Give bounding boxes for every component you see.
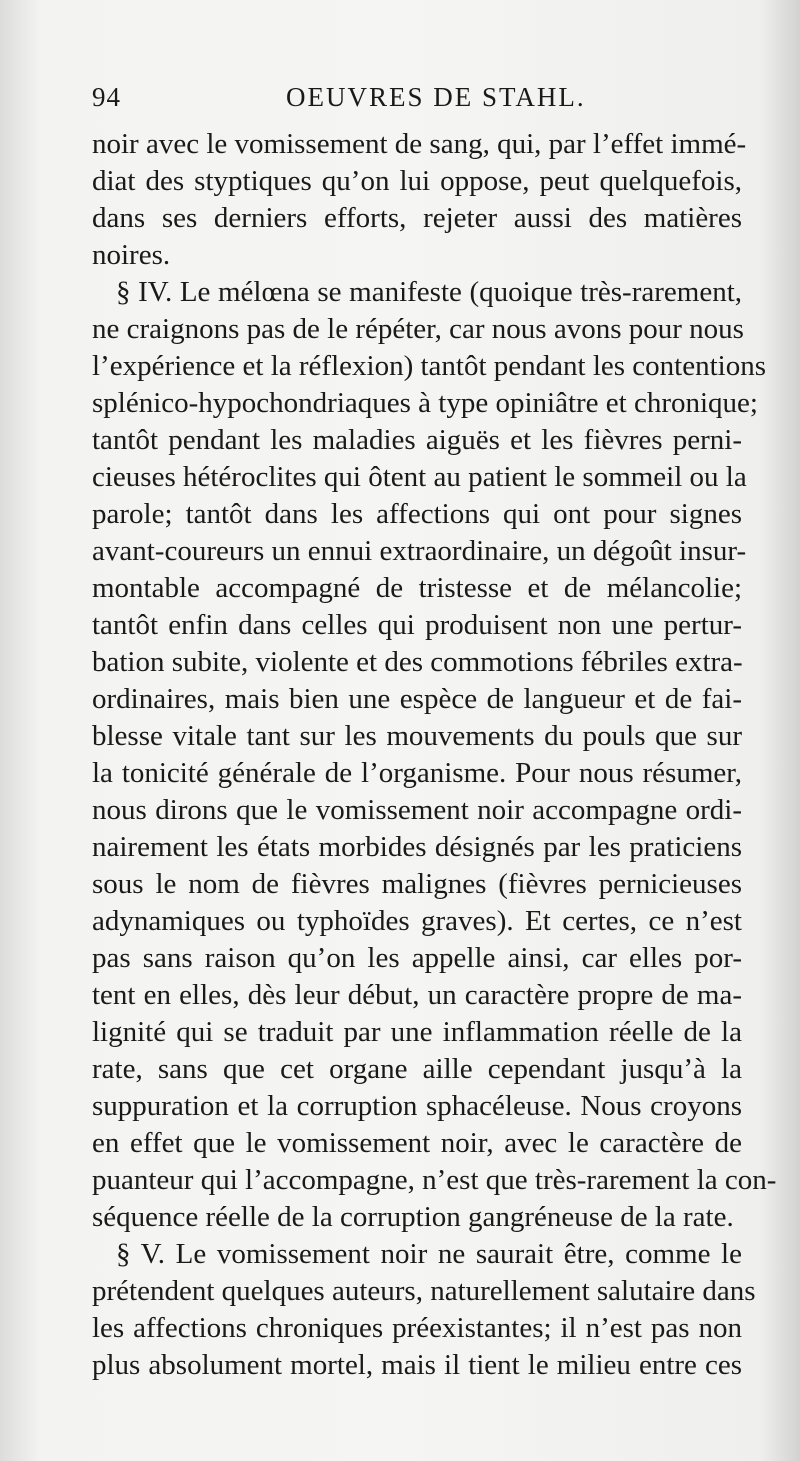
text-line: montable accompagné de tristesse et de mélancolie; xyxy=(92,572,742,604)
text-line: blesse vitale tant sur les mouvements du pouls que sur xyxy=(92,720,742,752)
text-line: nairement les états morbides désignés par les praticiens xyxy=(92,831,742,863)
text-line: l’expérience et la réflexion) tantôt pendant les contentions xyxy=(92,350,766,382)
text-line: lignité qui se traduit par une inflammation réelle de la xyxy=(92,1016,742,1048)
text-line: plus absolument mortel, mais il tient le milieu entre ces xyxy=(92,1349,742,1381)
body-text xyxy=(92,126,777,1384)
section-v-start: § V. Le vomissement noir ne saurait être, comme le xyxy=(116,1238,742,1270)
text-line: tantôt pendant les maladies aiguës et les fièvres perni- xyxy=(92,424,742,456)
text-line: parole; tantôt dans les affections qui ont pour signes xyxy=(92,498,742,530)
text-line: pas sans raison qu’on les appelle ainsi, car elles por- xyxy=(92,942,742,974)
text-line: nous dirons que le vomissement noir accompagne ordi- xyxy=(92,794,742,826)
text-line: rate, sans que cet organe aille cependant jusqu’à la xyxy=(92,1053,742,1085)
running-title: OEUVRES DE STAHL. xyxy=(286,82,586,112)
text-line: tantôt enfin dans celles qui produisent non une pertur- xyxy=(92,609,742,641)
page-number: 94 xyxy=(92,82,121,112)
text-line: adynamiques ou typhoïdes graves). Et certes, ce n’est xyxy=(92,905,742,937)
text-line: bation subite, violente et des commotions fébriles extra- xyxy=(92,646,743,678)
text-line: tent en elles, dès leur début, un caractère propre de ma- xyxy=(92,979,742,1011)
page-header xyxy=(92,82,742,122)
text-line: splénico-hypochondriaques à type opiniâtre et chronique; xyxy=(92,387,758,419)
text-line: suppuration et la corruption sphacéleuse. Nous croyons xyxy=(92,1090,742,1122)
text-line: avant-coureurs un ennui extraordinaire, un dégoût insur- xyxy=(92,535,747,567)
text-line: prétendent quelques auteurs, naturellement salutaire dans xyxy=(92,1275,756,1307)
text-line: noir avec le vomissement de sang, qui, par l’effet immé- xyxy=(92,128,747,160)
text-line: puanteur qui l’accompagne, n’est que très-rarement la con- xyxy=(92,1164,777,1196)
text-line: la tonicité générale de l’organisme. Pour nous résumer, xyxy=(92,757,742,789)
text-line: sous le nom de fièvres malignes (fièvres pernicieuses xyxy=(92,868,742,900)
text-line: ordinaires, mais bien une espèce de langueur et de fai- xyxy=(92,683,742,715)
text-line: ne craignons pas de le répéter, car nous avons pour nous xyxy=(92,313,744,345)
text-line: les affections chroniques préexistantes; il n’est pas non xyxy=(92,1312,742,1344)
text-line: dans ses derniers efforts, rejeter aussi des matières xyxy=(92,202,742,234)
text-line: cieuses hétéroclites qui ôtent au patient le sommeil ou la xyxy=(92,461,747,493)
text-line: en effet que le vomissement noir, avec le caractère de xyxy=(92,1127,742,1159)
text-line: noires. xyxy=(92,239,171,271)
text-line: séquence réelle de la corruption gangréneuse de la rate. xyxy=(92,1201,734,1233)
text-line: diat des styptiques qu’on lui oppose, peut quelquefois, xyxy=(92,165,742,197)
section-iv-start: § IV. Le mélœna se manifeste (quoique très-rarement, xyxy=(116,276,742,308)
